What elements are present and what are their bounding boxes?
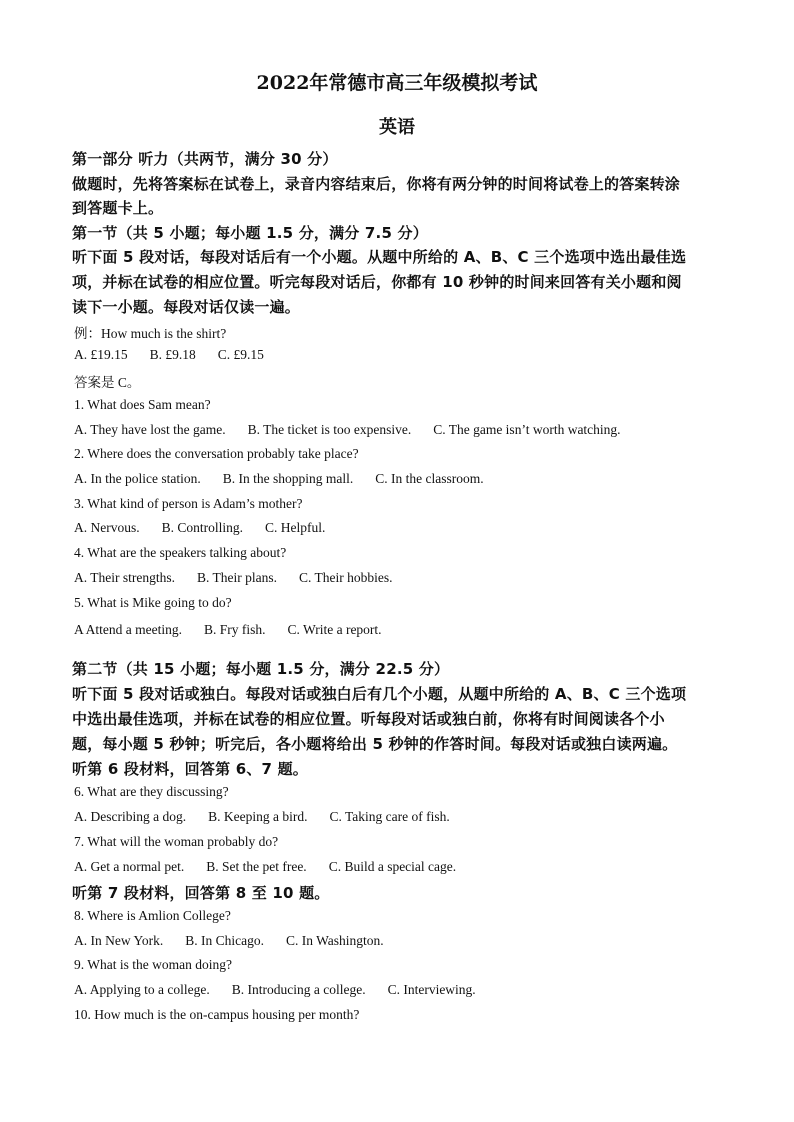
options-8: [74, 933, 406, 949]
option: B. The ticket is too expensive.: [247, 422, 412, 437]
option: C. In Washington.: [286, 933, 384, 948]
option: C. Taking care of fish.: [329, 809, 450, 824]
options-6: [74, 809, 472, 825]
example-options: [74, 347, 286, 363]
option: C. Build a special cage.: [328, 859, 457, 874]
option: A. Get a normal pet.: [74, 859, 185, 874]
option: C. The game isn’t worth watching.: [433, 422, 621, 437]
option: A. In the police station.: [74, 471, 201, 486]
options-5: [74, 622, 404, 638]
material-6-heading: 听第 6 段材料，回答第 6、7 题。: [72, 760, 309, 778]
options-4: [74, 570, 415, 586]
option: A. £19.15: [74, 347, 128, 362]
option: A. In New York.: [74, 933, 164, 948]
section1-instruction-line: 听下面 5 段对话，每段对话后有一个小题。从题中所给的 A、B、C 三个选项中选出最佳选: [72, 248, 687, 266]
option: B. Their plans.: [197, 570, 277, 585]
option: B. Fry fish.: [203, 622, 266, 637]
exam-title: 2022年常德市高三年级模拟考试: [256, 72, 538, 94]
option: B. Introducing a college.: [231, 982, 366, 997]
material-7-heading: 听第 7 段材料，回答第 8 至 10 题。: [72, 884, 330, 902]
question-6: 6. What are they discussing?: [74, 784, 229, 799]
option: A Attend a meeting.: [74, 622, 182, 637]
options-2: [74, 471, 506, 487]
option: C. Write a report.: [287, 622, 382, 637]
section1-instruction-line: 项，并标在试卷的相应位置。听完每段对话后，你都有 10 秒钟的时间来回答有关小题和阅: [72, 273, 682, 291]
section2-instruction-line: 题，每小题 5 秒钟；听完后，各小题将给出 5 秒钟的作答时间。每段对话或独白读两遍。: [72, 735, 678, 753]
option: B. £9.18: [149, 347, 196, 362]
section2-instruction-line: 听下面 5 段对话或独白。每段对话或独白后有几个小题，从题中所给的 A、B、C 三个选项: [72, 685, 687, 703]
question-8: 8. Where is Amlion College?: [74, 908, 231, 923]
options-7: [74, 859, 478, 875]
section2-heading: 第二节（共 15 小题；每小题 1.5 分，满分 22.5 分）: [72, 660, 450, 678]
question-4: 4. What are the speakers talking about?: [74, 545, 287, 560]
option: A. Describing a dog.: [74, 809, 187, 824]
question-2: 2. Where does the conversation probably take place?: [74, 446, 359, 461]
question-5: 5. What is Mike going to do?: [74, 595, 232, 610]
question-1: 1. What does Sam mean?: [74, 397, 211, 412]
question-10: 10. How much is the on-campus housing per month?: [74, 1007, 360, 1022]
part1-instruction-line: 到答题卡上。: [72, 199, 164, 217]
option: C. Helpful.: [265, 520, 326, 535]
part1-heading: 第一部分 听力（共两节，满分 30 分）: [72, 150, 338, 168]
section1-instruction-line: 读下一小题。每段对话仅读一遍。: [72, 298, 301, 316]
question-7: 7. What will the woman probably do?: [74, 834, 279, 849]
option: B. In Chicago.: [185, 933, 265, 948]
option: A. Nervous.: [74, 520, 140, 535]
option: A. Their strengths.: [74, 570, 175, 585]
options-1: [74, 422, 643, 438]
example-answer: 答案是 C。: [74, 375, 141, 390]
question-3: 3. What kind of person is Adam’s mother?: [74, 496, 303, 511]
section2-instruction-line: 中选出最佳选项，并标在试卷的相应位置。听每段对话或独白前，你将有时间阅读各个小: [72, 710, 665, 728]
option: C. Their hobbies.: [299, 570, 393, 585]
option: B. In the shopping mall.: [222, 471, 354, 486]
option: B. Controlling.: [161, 520, 244, 535]
options-3: [74, 520, 347, 536]
part1-instruction-line: 做题时，先将答案标在试卷上，录音内容结束后，你将有两分钟的时间将试卷上的答案转涂: [72, 175, 681, 193]
question-9: 9. What is the woman doing?: [74, 957, 232, 972]
option: A. Applying to a college.: [74, 982, 210, 997]
subject-title: 英语: [379, 117, 415, 138]
section1-heading: 第一节（共 5 小题；每小题 1.5 分，满分 7.5 分）: [72, 224, 428, 242]
options-9: [74, 982, 498, 998]
example-question: 例：How much is the shirt?: [74, 326, 227, 341]
option: C. In the classroom.: [375, 471, 484, 486]
option: C. £9.15: [217, 347, 264, 362]
option: A. They have lost the game.: [74, 422, 226, 437]
option: B. Keeping a bird.: [208, 809, 308, 824]
option: B. Set the pet free.: [206, 859, 307, 874]
option: C. Interviewing.: [387, 982, 476, 997]
